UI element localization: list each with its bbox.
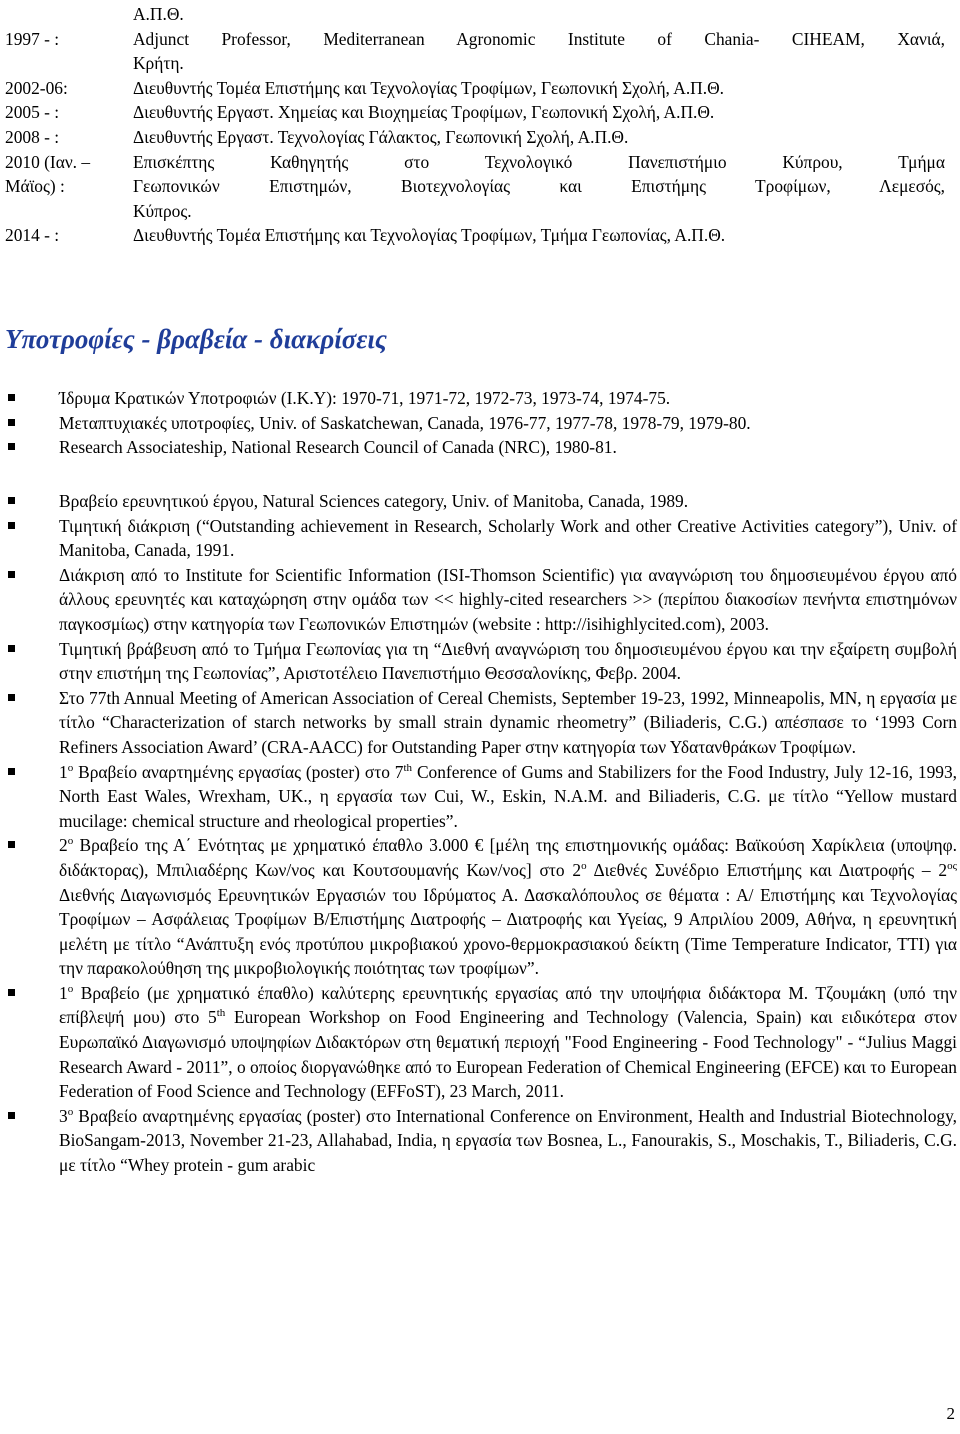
- list-item: [5, 489, 957, 514]
- career-period: [5, 51, 133, 76]
- list-item-text: Μεταπτυχιακές υποτροφίες, Univ. of Saskatchewan, Canada, 1976-77, 1977-78, 1978-79, 1979-80.: [59, 412, 751, 433]
- career-description: Adjunct Professor, Mediterranean Agronomic Institute of Chania- CIHEAM, Χανιά,: [133, 28, 945, 49]
- bullet-icon: [8, 497, 15, 504]
- list-item: [5, 981, 957, 1104]
- bullet-icon: [8, 1112, 15, 1119]
- list-item-text: Research Associateship, National Research Council of Canada (NRC), 1980-81.: [59, 437, 617, 458]
- list-item-text: Βραβείο (με χρηματικό έπαθλο) καλύτερης ερευνητικής εργασίας από την υποψήφια διδάκτορα Μ. Τζουμάκη (υπό την επίβλεψή μου) στο 5: [59, 982, 957, 1028]
- career-table: [5, 2, 945, 248]
- career-row: [5, 51, 945, 76]
- bullet-icon: [8, 443, 15, 450]
- bullet-icon: [8, 419, 15, 426]
- list-item-text: 1: [59, 982, 68, 1003]
- list-item-text: 3: [59, 1105, 68, 1126]
- bullet-icon: [8, 989, 15, 996]
- career-row: [5, 223, 945, 248]
- bullet-icon: [8, 394, 15, 401]
- scholarships-list: [5, 386, 957, 460]
- list-item-text: 1: [59, 761, 68, 782]
- superscript: ο: [581, 860, 587, 873]
- career-description: Επισκέπτης Καθηγητής στο Τεχνολογικό Πανεπιστήμιο Κύπρου, Τμήμα: [133, 151, 945, 172]
- bullet-icon: [8, 841, 15, 848]
- superscript: ο: [67, 835, 74, 848]
- list-item-text: Conference of Gums and Stabilizers for the Food Industry, July 12-16, 1993, North East Wales, Wrexham, UK., η εργασία των Cui, W., Eskin, N.A.M. and Biliaderis, C.G. με τίτλο “Yellow mustard mucilage: chemical structure and rheological properties”.: [59, 761, 958, 831]
- list-item: [5, 386, 957, 411]
- list-item: [5, 833, 957, 981]
- superscript: th: [403, 761, 413, 774]
- list-item-text: Βραβείο αναρτημένης εργασίας (poster) στο International Conference on Environment, Health and Industrial Biotechnology, BioSangam-2013, November 21-23, Allahabad, India, η εργασία των Bosnea, L., Fanourakis, S., Moschakis, T., Biliaderis, C.G. με τίτλο “Whey protein - gum arabic: [59, 1105, 957, 1176]
- career-description: Κρήτη.: [133, 53, 184, 74]
- career-period: 2014 - :: [5, 225, 60, 246]
- superscript: ο: [67, 1106, 74, 1119]
- career-description: Γεωπονικών Επιστημών, Βιοτεχνολογίας και Επιστήμης Τροφίμων, Λεμεσός,: [133, 176, 945, 197]
- superscript: ος: [947, 860, 957, 873]
- career-description: Διευθυντής Εργαστ. Χημείας και Βιοχημείας Τροφίμων, Γεωπονική Σχολή, Α.Π.Θ.: [133, 102, 715, 123]
- career-period: 2002-06:: [5, 77, 68, 98]
- list-item-text: Τιμητική διάκριση (“Outstanding achievement in Research, Scholarly Work and other Creative Activities category”), Univ. of Manitoba, Canada, 1991.: [59, 515, 957, 561]
- career-period: 1997 - :: [5, 28, 60, 49]
- bullet-icon: [8, 571, 15, 578]
- career-description: Διευθυντής Τομέα Επιστήμης και Τεχνολογίας Τροφίμων, Γεωπονική Σχολή, Α.Π.Θ.: [133, 77, 724, 98]
- list-item-text: Ίδρυμα Κρατικών Υποτροφιών (Ι.Κ.Υ): 1970-71, 1971-72, 1972-73, 1973-74, 1974-75.: [59, 388, 671, 408]
- career-row: [5, 150, 945, 175]
- career-description: Διευθυντής Εργαστ. Τεχνολογίας Γάλακτος, Γεωπονική Σχολή, Α.Π.Θ.: [133, 126, 629, 147]
- list-item-text: Βραβείο ερευνητικού έργου, Natural Sciences category, Univ. of Manitoba, Canada, 1989.: [59, 491, 689, 511]
- career-period: 2010 (Ιαν. –: [5, 151, 91, 172]
- career-row: [5, 125, 945, 150]
- bullet-icon: [8, 768, 15, 775]
- list-item: [5, 563, 957, 637]
- section-heading: Υποτροφίες - βραβεία - διακρίσεις: [5, 324, 387, 354]
- career-period: [5, 199, 133, 224]
- list-item-text: European Workshop on Food Engineering and Technology (Valencia, Spain) και ειδικότερα στον Ευρωπαϊκό Διαγωνισμό υποψηφίων Διδακτόρων στη θεματική περιοχή "Food Engineering - Food Technology" - “Julius Maggi Research Award - 2011”, ο οποίος διοργανώθηκε από το European Federation of Chemical Engineering (EFCE) και το European Federation of Food Science and Technology (EFFoST), 23 March, 2011.: [59, 1007, 958, 1102]
- career-description: Α.Π.Θ.: [133, 4, 184, 24]
- career-row: [5, 2, 945, 27]
- career-period: 2008 - :: [5, 126, 60, 147]
- career-row: [5, 199, 945, 224]
- list-item: [5, 686, 957, 760]
- list-item-text: Στο 77th Annual Meeting of American Association of Cereal Chemists, September 19-23, 1992, Minneapolis, MN, η εργασία με τίτλο “Characterization of starch networks by small strain dynamic rheometry” (Biliaderis, C.G.) απέσπασε το ‘1993 Corn Refiners Association Award’ (CRA-AACC) for Outstanding Paper στην κατηγορία των Υδατανθράκων Τροφίμων.: [59, 687, 957, 757]
- career-description: Κύπρος.: [133, 200, 192, 221]
- bullet-icon: [8, 645, 15, 652]
- list-item: [5, 435, 957, 460]
- list-item: [5, 1104, 957, 1178]
- superscript: ο: [67, 983, 74, 996]
- list-item: [5, 637, 957, 686]
- bullet-icon: [8, 522, 15, 529]
- list-item-text: Βραβείο αναρτημένης εργασίας (poster) στο 7: [73, 761, 404, 782]
- superscript: th: [216, 1007, 226, 1020]
- list-item-text: Βραβείο της Α΄ Ενότητας με χρηματικό έπαθλο 3.000 € [μέλη της επιστημονικής ομάδας: Βαϊκούση Χαρίκλεια (υποψηφ. διδάκτορας), Μπιλιαδέρης Κων/νος και Κουτσουμανής Κων/νος] στο 2: [59, 835, 957, 880]
- list-item-text: Τιμητική βράβευση από το Τμήμα Γεωπονίας για τη “Διεθνή αναγνώριση του δημοσιευμένου έργου και την εξαίρετη συμβολή στην επιστήμη της Γεωπονίας”, Αριστοτέλειο Πανεπιστήμιο Θεσσαλονίκης, Φεβρ. 2004.: [59, 638, 957, 684]
- list-item: [5, 760, 957, 834]
- career-description: Διευθυντής Τομέα Επιστήμης και Τεχνολογίας Τροφίμων, Τμήμα Γεωπονίας, Α.Π.Θ.: [133, 225, 726, 246]
- superscript: ο: [67, 761, 74, 774]
- page-number: 2: [946, 1404, 955, 1423]
- list-item-text: Διάκριση από το Institute for Scientific Information (ISI-Thomson Scientific) για αναγνώριση του δημοσιευμένου έργου από άλλους ερευνητές και καταχώρηση στην ομάδα των << highly-cited researchers >> (περίπου διακοσίων πενήντα επιστημόνων παγκοσμίως) στην κατηγορία των Γεωπονικών Επιστημών (website : http://isihighlycited.com), 2003.: [59, 564, 957, 634]
- list-item: [5, 411, 957, 436]
- career-row: [5, 76, 945, 101]
- career-row: [5, 27, 945, 52]
- career-row: [5, 174, 945, 199]
- awards-list: [5, 489, 957, 1178]
- list-item-text: Διεθνές Συνέδριο Επιστήμης και Διατροφής – 2: [586, 859, 948, 880]
- bullet-icon: [8, 694, 15, 701]
- list-item: [5, 514, 957, 563]
- list-item-text: Διεθνής Διαγωνισμός Ερευνητικών Εργασιών του Ιδρύματος Α. Δασκαλόπουλος σε θέματα : Α/ Επιστήμης και Τεχνολογίας Τροφίμων – Ασφάλειας Τροφίμων Β/Επιστήμης Διατροφής – Διατροφής και Υγείας, 9 Απριλίου 2009, Αθήνα, η ερευνητική μελέτη με τίτλο “Ανάπτυξη ενός προτύπου μικροβιακού χρονο-θερμοκρασιακού δείκτη (Time Temperature Indicator, TTI) για την παρακολούθηση της μικροβιολογικής ποιότητας των τροφίμων”.: [59, 884, 957, 979]
- career-period: Μάϊος) :: [5, 176, 65, 197]
- list-item-text: 2: [59, 835, 68, 856]
- career-period: 2005 - :: [5, 102, 60, 123]
- career-period: [5, 2, 133, 27]
- career-row: [5, 100, 945, 125]
